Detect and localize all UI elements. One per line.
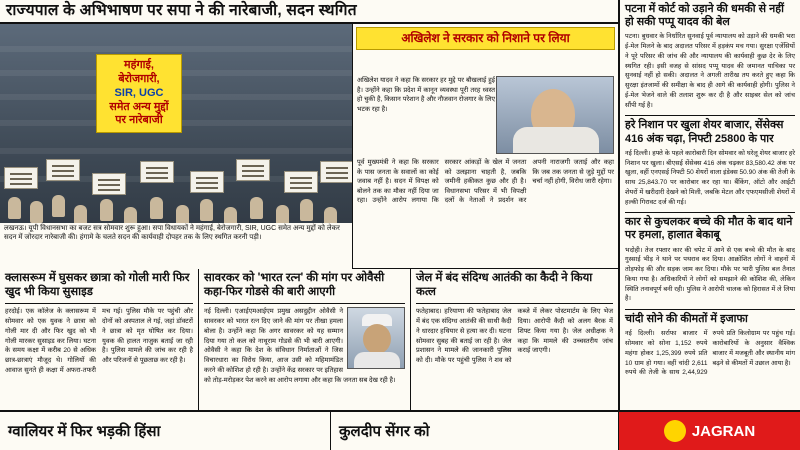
right-story-heading: चांदी सोने की कीमतों में इजाफा [625, 313, 748, 326]
assembly-photo [0, 24, 352, 269]
right-column [618, 0, 800, 450]
page-title: राज्यपाल के अभिभाषण पर सपा ने की नारेबाजी, सदन स्थगित [0, 0, 618, 24]
sun-icon [664, 420, 686, 442]
akhilesh-torso-decor [513, 127, 599, 153]
right-story-stock-market [625, 115, 795, 212]
story-body: फतेहाबाद। हरियाणा की फतेहाबाद जेल में बंद एक संदिग्ध आतंकी की साथी कैदी ने धारदार हथियार से हत्या कर दी। घटना सोमवार सुबह की बताई जा रही है। जेल प्रशासन ने मामले की जानकारी पुलिस को दी। मौके पर पहुंची पुलिस ने शव को कब्जे में लेकर पोस्टमार्टम के लिए भेज दिया। आरोपी कैदी को अलग बैरक में शिफ्ट किया गया है। जेल अधीक्षक ने कहा कि मामले की उच्चस्तरीय जांच कराई जाएगी। [416, 307, 613, 365]
advertisement-banner[interactable] [618, 412, 800, 450]
ad-text: JAGRAN [691, 422, 756, 440]
story-jail-murder [410, 269, 618, 429]
akhilesh-headline: अखिलेश ने सरकार को निशाने पर लिया [356, 27, 615, 49]
teaser-sengar[interactable]: कुलदीप सेंगर को [330, 412, 618, 450]
stories-row [0, 269, 618, 429]
teaser-gwalior[interactable]: ग्वालियर में फिर भड़की हिंसा [8, 423, 161, 440]
photo-caption: लखनऊ। यूपी विधानसभा का बजट सत्र सोमवार शुरू हुआ। सपा विधायकों ने महंगाई, बेरोजगारी, SIR, UGC समेत अन्य मुद्दों को लेकर सदन में जोरदार नारेबाजी की। हंगामे के चलते सदन की कार्यवाही दोपहर तक के लिए स्थगित करनी पड़ी। [0, 223, 352, 269]
callout-line-5: पर नारेबाजी [115, 114, 163, 127]
akhilesh-body: अखिलेश यादव ने कहा कि सरकार हर मुद्दे पर बौखलाई हुई है। उन्होंने कहा कि प्रदेश में कानून व्यवस्था पूरी तरह ध्वस्त हो चुकी है, किसान परेशान है और नौजवान रोजगार के लिए भटक रहा है। [357, 77, 495, 113]
story-savarkar-owaisi [198, 269, 410, 429]
right-story-patna-court [625, 0, 795, 115]
right-story-body: पटना। बुधवार के निर्धारित सुनवाई पूर्व न्यायालय को उड़ाने की धमकी भरा ई-मेल मिलने के बाद अदालत परिसर में हड़कंप मच गया। सुरक्षा एजेंसियों ने पूरे परिसर की जांच की और न्यायालय की कार्यवाही कुछ देर के लिए स्थगित रही। इसी वजह से सांसद पप्पू यादव की जमानत याचिका पर सुनवाई नहीं हो सकी। अदालत ने अगली तारीख तय करते हुए कहा कि सुरक्षा इंतजामों की समीक्षा के बाद ही आगे की कार्यवाही होगी। पुलिस ने ई-मेल भेजने वाले की तलाश शुरू कर दी है और साइबर सेल को जांच सौंपी गई है। [625, 33, 795, 109]
story-body: हरदोई। एक कॉलेज के क्लासरूम में सोमवार को एक युवक ने छात्रा को गोली मार दी और फिर खुद को भी गोली मारकर सुसाइड कर लिया। घटना के समय कक्षा में करीब 20 से अधिक छात्र-छात्राएं मौजूद थे। गोलियों की आवाज सुनते ही कक्षा में अफरा-तफरी मच गई। पुलिस मौके पर पहुंची और दोनों को अस्पताल ले गई, जहां डॉक्टरों ने छात्रा को मृत घोषित कर दिया। युवक की हालत नाजुक बताई जा रही है। पुलिस मामले की जांच कर रही है और परिजनों से पूछताछ कर रही है। [5, 307, 193, 375]
akhilesh-body-columns: पूर्व मुख्यमंत्री ने कहा कि सरकार के पास जनता के सवालों का कोई जवाब नहीं है। सदन में विपक्ष को बोलने तक का मौका नहीं दिया जा रहा। उन्होंने आरोप लगाया कि सरकार आंकड़ों के खेल में जनता को उलझाना चाहती है, जबकि जमीनी हकीकत कुछ और ही है। विधानसभा परिसर में भी विपक्षी दलों के नेताओं ने प्रदर्शन कर अपनी नाराजगी जताई और कहा कि जब तक जनता से जुड़े मुद्दों पर चर्चा नहीं होगी, विरोध जारी रहेगा। [357, 159, 614, 205]
lead-photo-section [0, 24, 618, 269]
right-story-gold-silver [625, 309, 795, 383]
story-heading: जेल में बंद संदिग्ध आतंकी का कैदी ने किया कत्ल [416, 272, 593, 299]
divider [204, 303, 405, 304]
story-body: नई दिल्ली। एआईएमआईएम प्रमुख असदुद्दीन ओवैसी ने सावरकर को भारत रत्न दिए जाने की मांग पर तीखा हमला बोला है। उन्होंने कहा कि अगर सावरकर को यह सम्मान दिया गया तो कल को नाथूराम गोडसे की भी बारी आएगी। ओवैसी ने कहा कि देश के संविधान निर्माताओं ने जिस विचारधारा का विरोध किया, आज उसी को महिमामंडित करने की कोशिश हो रही है। उन्होंने केंद्र सरकार पर इतिहास को तोड़-मरोड़कर पेश करने का आरोप लगाया और कहा कि जनता सब देख रही है। [204, 307, 396, 385]
callout-line-4: समेत अन्य मुद्दों [109, 100, 169, 113]
photo-callout [96, 54, 182, 133]
story-classroom-shooting [0, 269, 198, 429]
callout-line-3: SIR, UGC [114, 86, 164, 99]
owaisi-photo [347, 307, 405, 369]
right-story-heading: हरे निशान पर खुला शेयर बाजार, सेंसेक्स 416 अंक चढ़ा, निफ्टी 25800 के पार [625, 119, 784, 145]
right-story-body: भदोही। तेज रफ्तार कार की चपेट में आने से एक बच्चे की मौत के बाद गुस्साई भीड़ ने थाने पर पथराव कर दिया। आक्रोशित लोगों ने वाहनों में तोड़फोड़ की और सड़क जाम कर दिया। मौके पर भारी पुलिस बल तैनात किया गया है। अधिकारियों ने लोगों को समझाने की कोशिश की, लेकिन स्थिति तनावपूर्ण बनी रही। पुलिस ने आरोपी चालक को हिरासत में ले लिया है। [625, 246, 795, 303]
right-story-heading: कार से कुचलकर बच्चे की मौत के बाद थाने पर हमला, हालात बेकाबू [625, 216, 793, 242]
akhilesh-photo [496, 76, 614, 154]
story-heading: सावरकर को 'भारत रत्न' की मांग पर ओवैसी कहा-फिर गोडसे की बारी आएगी [204, 272, 385, 299]
right-story-heading: पटना में कोर्ट को उड़ाने की धमकी से नहीं हो सकी पप्पू यादव की बेल [625, 3, 784, 29]
callout-line-1: महंगाई, [124, 59, 154, 72]
right-story-body: नई दिल्ली। सर्राफा बाजार में सोमवार को सोना 1,152 रुपये महंगा होकर 1,25,399 रुपये प्रति 10 ग्राम हो गया। वहीं चांदी 2,611 रुपये की तेजी के साथ 2,44,929 रुपये प्रति किलोग्राम पर पहुंच गई। कारोबारियों के अनुसार वैश्विक बाजार में मजबूती और स्थानीय मांग बढ़ने से कीमतों में उछाल आया है। [625, 330, 795, 377]
right-story-body: नई दिल्ली। हफ्ते के पहले कारोबारी दिन सोमवार को घरेलू शेयर बाजार हरे निशान पर खुला। बीएसई सेंसेक्स 416 अंक चढ़कर 83,580.42 अंक पर खुला, वहीं एनएसई निफ्टी 50 शेयरों वाला इंडेक्स 50.90 अंक की तेजी के साथ 25,843.70 पर कारोबार कर रहा था। बैंकिंग, ऑटो और आईटी शेयरों में खरीदारी देखने को मिली, जबकि मेटल और एफएमसीजी शेयरों में हल्की गिरावट दर्ज की गई। [625, 149, 795, 206]
owaisi-body-decor [354, 352, 400, 368]
akhilesh-story [352, 24, 618, 268]
callout-line-2: बेरोजगारी, [118, 73, 160, 86]
divider [5, 303, 193, 304]
story-heading: क्लासरूम में घुसकर छात्रा को गोली मारी फिर खुद भी किया सुसाइड [5, 272, 190, 299]
divider [416, 303, 613, 304]
right-story-child-death [625, 212, 795, 309]
bottom-teaser-strip [0, 410, 800, 450]
owaisi-face-decor [363, 324, 391, 354]
